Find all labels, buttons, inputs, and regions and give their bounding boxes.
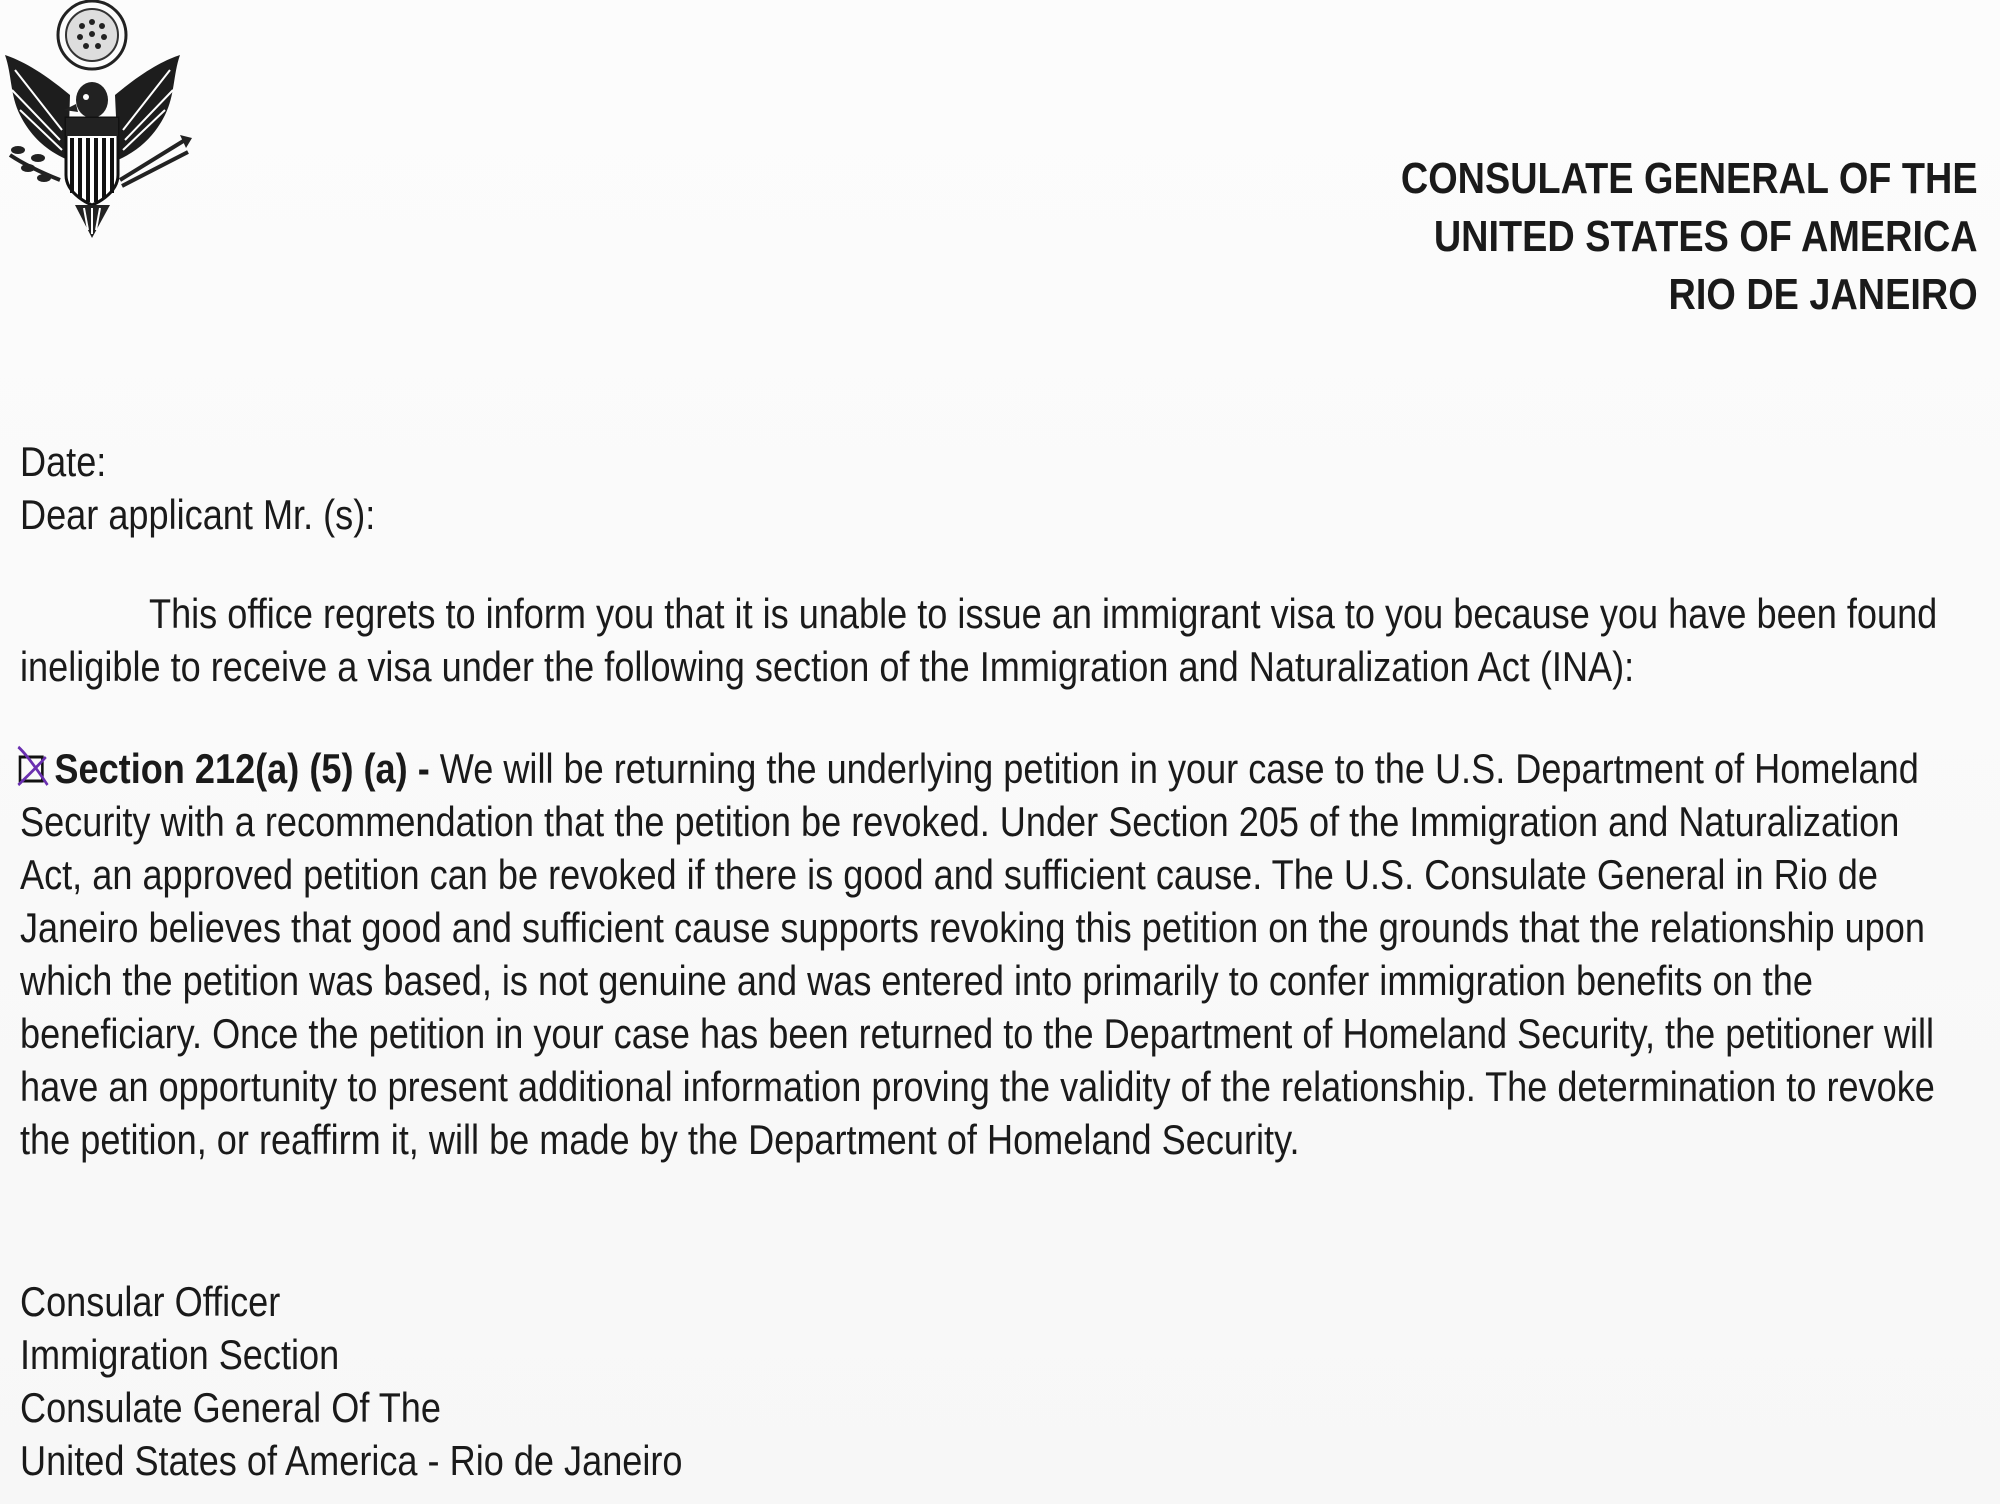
intro-text: This office regrets to inform you that it is unable to issue an immigrant visa to you because you have been found ineligible to receive a visa under the following section of the Immigration and Naturalization Act (INA):	[20, 590, 1938, 690]
signature-line-4: United States of America - Rio de Janeiro	[20, 1437, 683, 1484]
consulate-header	[1401, 150, 1978, 324]
section-paragraph	[20, 742, 1938, 1166]
signature-line-3: Consulate General Of The	[20, 1384, 441, 1431]
intro-paragraph	[20, 587, 1938, 693]
signature-block	[20, 1275, 1938, 1487]
salutation-block	[20, 435, 1938, 541]
section-checkbox[interactable]	[20, 753, 49, 787]
header-line-1: CONSULATE GENERAL OF THE	[1401, 154, 1978, 203]
header-line-3: RIO DE JANEIRO	[1668, 270, 1978, 319]
section-label: Section 212(a) (5) (a) -	[54, 745, 430, 792]
signature-line-1: Consular Officer	[20, 1278, 281, 1325]
signature-line-2: Immigration Section	[20, 1331, 340, 1378]
header-line-2: UNITED STATES OF AMERICA	[1434, 212, 1978, 261]
dear-applicant: Dear applicant Mr. (s):	[20, 491, 376, 538]
section-body: We will be returning the underlying petition in your case to the U.S. Department of Homeland Security with a recommendation that the petition be revoked. Under Section 205 of the Immigration and Naturalization Act, an approved petition can be revoked if there is good and sufficient cause. The U.S. Consulate General in Rio de Janeiro believes that good and sufficient cause supports revoking this petition on the grounds that the relationship upon which the petition was based, is not genuine and was entered into primarily to confer immigration benefits on the beneficiary. Once the petition in your case has been returned to the Department of Homeland Security, the petitioner will have an opportunity to present additional information proving the validity of the relationship. The determination to revoke the petition, or reaffirm it, will be made by the Department of Homeland Security.	[20, 745, 1935, 1163]
great-seal-eagle-icon	[0, 0, 200, 245]
date-label: Date:	[20, 438, 107, 485]
